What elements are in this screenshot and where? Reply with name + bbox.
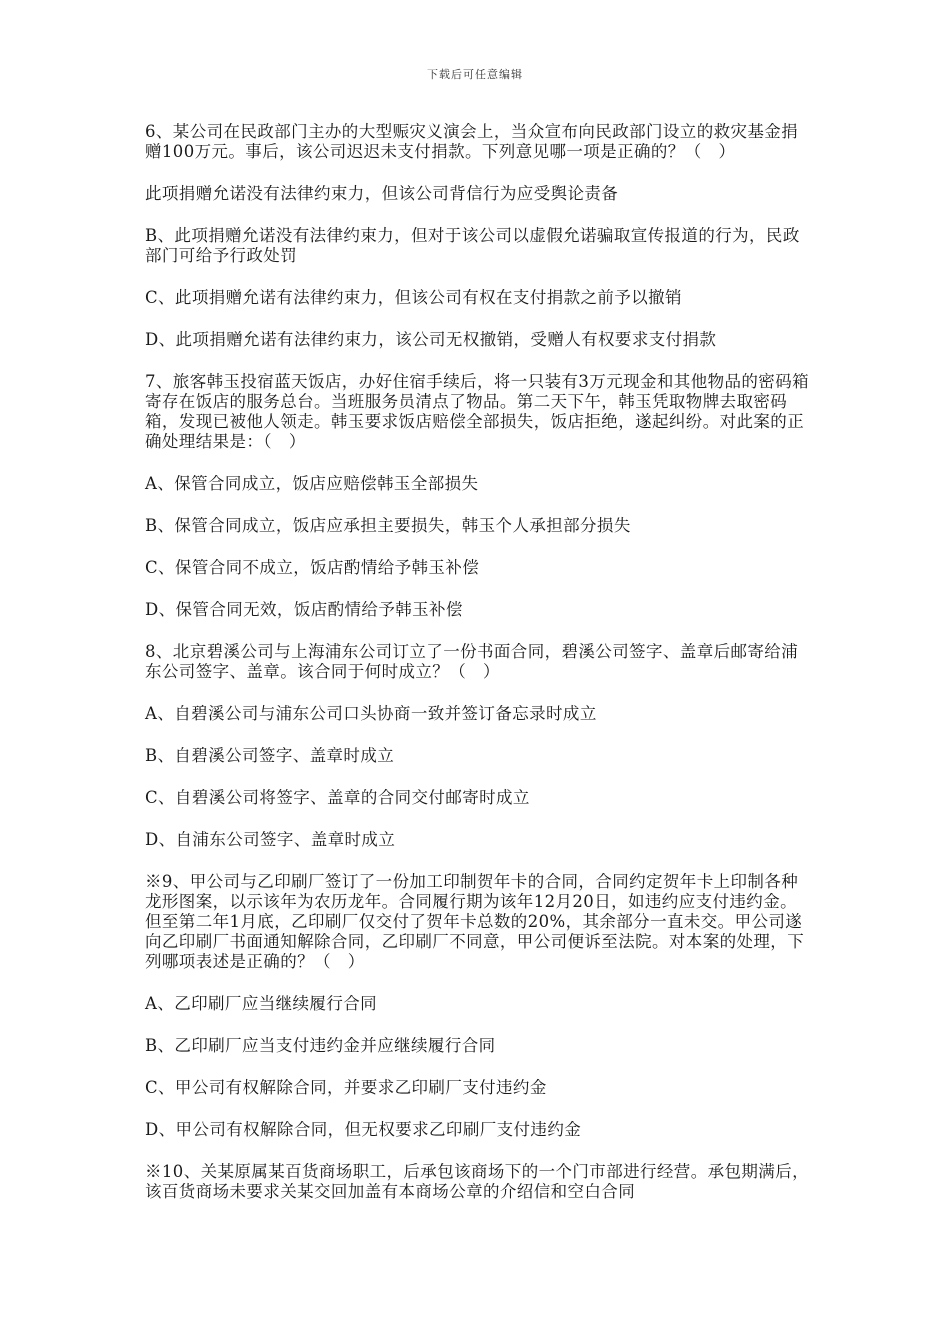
question-6-stem: 6、某公司在民政部门主办的大型赈灾义演会上，当众宣布向民政部门设立的救灾基金捐赠100万元。事后，该公司迟迟未支付捐款。下列意见哪一项是正确的？（ ）: [145, 122, 799, 161]
question-8-option-c: C、自碧溪公司将签字、盖章的合同交付邮寄时成立: [145, 788, 530, 807]
question-6-option-c: C、此项捐赠允诺有法律约束力，但该公司有权在支付捐款之前予以撤销: [145, 288, 682, 307]
question-7-option-c: C、保管合同不成立，饭店酌情给予韩玉补偿: [145, 558, 480, 577]
question-7-option-b: B、保管合同成立，饭店应承担主要损失，韩玉个人承担部分损失: [145, 516, 631, 535]
question-9-option-b: B、乙印刷厂应当支付违约金并应继续履行合同: [145, 1036, 496, 1055]
question-9-option-c: C、甲公司有权解除合同，并要求乙印刷厂支付违约金: [145, 1078, 547, 1097]
page-header: 下载后可任意编辑: [427, 68, 523, 81]
question-6-option-b: B、此项捐赠允诺没有法律约束力，但对于该公司以虚假允诺骗取宣传报道的行为，民政部门可给予行政处罚: [145, 226, 800, 265]
question-8-option-d: D、自浦东公司签字、盖章时成立: [145, 830, 396, 849]
question-6-option-a: 此项捐赠允诺没有法律约束力，但该公司背信行为应受舆论责备: [145, 184, 619, 203]
question-9-option-d: D、甲公司有权解除合同，但无权要求乙印刷厂支付违约金: [145, 1120, 582, 1139]
document-body: [145, 122, 810, 1224]
question-8-option-b: B、自碧溪公司签字、盖章时成立: [145, 746, 395, 765]
question-9-stem: ※9、甲公司与乙印刷厂签订了一份加工印制贺年卡的合同，合同约定贺年卡上印制各种龙形图案，以示该年为农历龙年。合同履行期为该年12月20日，如违约应支付违约金。但至第二年1月底，乙印刷厂仅交付了贺年卡总数的20%，其余部分一直未交。甲公司遂向乙印刷厂书面通知解除合同，乙印刷厂不同意，甲公司便诉至法院。对本案的处理，下列哪项表述是正确的？（ ）: [145, 872, 805, 971]
question-8-option-a: A、自碧溪公司与浦东公司口头协商一致并签订备忘录时成立: [145, 704, 597, 723]
question-7-option-d: D、保管合同无效，饭店酌情给予韩玉补偿: [145, 600, 463, 619]
question-9-option-a: A、乙印刷厂应当继续履行合同: [145, 994, 378, 1013]
question-8-stem: 8、北京碧溪公司与上海浦东公司订立了一份书面合同，碧溪公司签字、盖章后邮寄给浦东公司签字、盖章。该合同于何时成立？（ ）: [145, 642, 799, 681]
question-6-option-d: D、此项捐赠允诺有法律约束力，该公司无权撤销，受赠人有权要求支付捐款: [145, 330, 717, 349]
question-7-stem: 7、旅客韩玉投宿蓝天饭店，办好住宿手续后，将一只装有3万元现金和其他物品的密码箱寄存在饭店的服务总台。当班服务员清点了物品。第二天下午，韩玉凭取物牌去取密码箱，发现已被他人领走。韩玉要求饭店赔偿全部损失，饭店拒绝，遂起纠纷。对此案的正确处理结果是：（ ）: [145, 372, 809, 451]
question-7-option-a: A、保管合同成立，饭店应赔偿韩玉全部损失: [145, 474, 479, 493]
question-10-stem: ※10、关某原属某百货商场职工，后承包该商场下的一个门市部进行经营。承包期满后，该百货商场未要求关某交回加盖有本商场公章的介绍信和空白合同: [145, 1162, 809, 1201]
